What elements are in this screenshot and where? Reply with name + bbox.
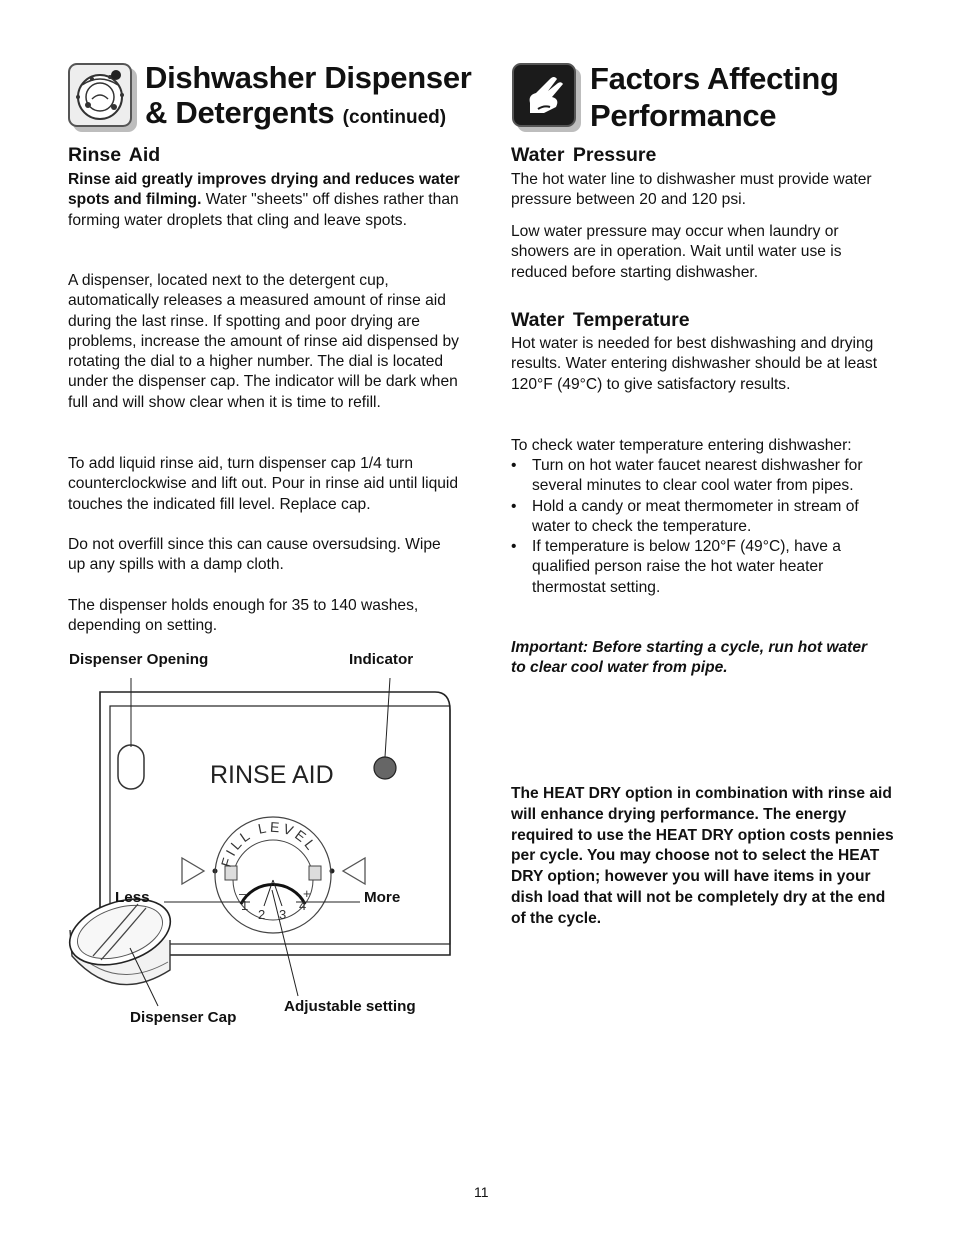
heat-dry-note: The HEAT DRY option in combination with rinse aid will enhance drying performance. The energy required to use the HEAT DRY option costs pennies per cycle. You may choose not to select the HEAT DRY option; however you will have items in your dish load that will not be completely dry at the end of the cycle. — [511, 785, 894, 927]
water-pressure-paragraph-2: Low water pressure may occur when laundry or showers are in operation. Wait until water use is reduced before starting dishwasher. — [511, 223, 842, 281]
title-continued: (continued) — [342, 107, 447, 128]
panel-label: RINSE AID — [210, 761, 334, 789]
hand-icon — [512, 63, 576, 127]
dial-number-3: 3 — [279, 907, 287, 922]
label-dispenser-cap: Dispenser Cap — [130, 1009, 237, 1026]
list-item: • If temperature is below 120°F (49°C), have a qualified person raise the hot water heater thermostat setting. — [511, 537, 896, 598]
rinse-aid-paragraph-3: To add liquid rinse aid, turn dispenser cap 1/4 turn counterclockwise and lift out. Pour in rinse aid until liquid touches the indicated fill level. Replace cap. — [68, 455, 459, 513]
water-temperature-paragraph-1: Hot water is needed for best dishwashing and drying results. Water entering dishwasher should be at least 120°F (49°C) to give satisfactory results. — [511, 335, 878, 393]
rinse-aid-dispenser-diagram — [60, 670, 460, 1020]
list-item: • Turn on hot water faucet nearest dishwasher for several minutes to clear cool water from pipes. — [511, 456, 896, 497]
dial-number-2: 2 — [258, 907, 266, 922]
dishwasher-detergent-icon — [68, 63, 132, 127]
rinse-aid-intro-bold: Rinse aid greatly improves drying and reduces water spots and filming. — [68, 171, 460, 209]
title-line-2: & Detergents — [145, 95, 335, 130]
water-temperature-paragraph-2: To check water temperature entering dishwasher: — [511, 437, 852, 454]
page-title-right — [590, 60, 839, 134]
page-number: 11 — [474, 1184, 489, 1200]
list-item: • Hold a candy or meat thermometer in stream of water to check the temperature. — [511, 497, 896, 538]
label-less: Less — [115, 889, 150, 906]
title-line-1: Dishwasher Dispenser — [145, 60, 472, 95]
important-note: Important: Before starting a cycle, run hot water to clear cool water from pipe. — [511, 639, 868, 677]
dial-plus: + — [303, 886, 311, 901]
page-title-left — [145, 60, 472, 135]
label-indicator: Indicator — [349, 651, 414, 668]
indicator-dot — [374, 757, 396, 779]
dial-fill-level-text: FILL LEVEL — [217, 818, 321, 869]
rinse-aid-intro-rest: Water "sheets" off dishes rather than forming water droplets that cling and leave spots. — [68, 191, 459, 229]
right-arrow-icon — [343, 858, 365, 884]
label-adjustable-setting: Adjustable setting — [284, 998, 416, 1015]
rinse-aid-heading: Rinse Aid — [68, 144, 161, 166]
left-arrow-icon — [182, 858, 204, 884]
rinse-aid-paragraph-4: Do not overfill since this can cause oversudsing. Wipe up any spills with a damp cloth. — [68, 536, 441, 574]
label-more: More — [364, 889, 401, 906]
dial-number-1: 1 — [241, 898, 249, 913]
rinse-aid-paragraph-2: A dispenser, located next to the detergent cup, automatically releases a measured amount of rinse aid during the last rinse. If spotting and poor drying are problems, increase the amount of rinse aid dispensed by rotating the dial to a higher number. The dial is located under the dispenser cap. The indicator will be dark when full and will show clear when it is time to refill. — [68, 272, 459, 411]
water-pressure-paragraph-1: The hot water line to dishwasher must provide water pressure between 20 and 120 psi. — [511, 171, 872, 209]
water-pressure-heading: Water Pressure — [511, 144, 657, 166]
rinse-aid-paragraph-5: The dispenser holds enough for 35 to 140 washes, depending on setting. — [68, 597, 419, 635]
dial-number-4: 4 — [299, 898, 307, 913]
dispenser-opening — [118, 745, 144, 789]
dial-minus: – — [239, 886, 247, 901]
title-line-1: Factors Affecting — [590, 61, 839, 96]
water-temperature-heading: Water Temperature — [511, 309, 690, 331]
temperature-check-list — [511, 456, 896, 598]
rinse-aid-paragraph-1 — [68, 170, 460, 231]
label-dispenser-opening: Dispenser Opening — [69, 651, 209, 668]
title-line-2: Performance — [590, 98, 777, 133]
